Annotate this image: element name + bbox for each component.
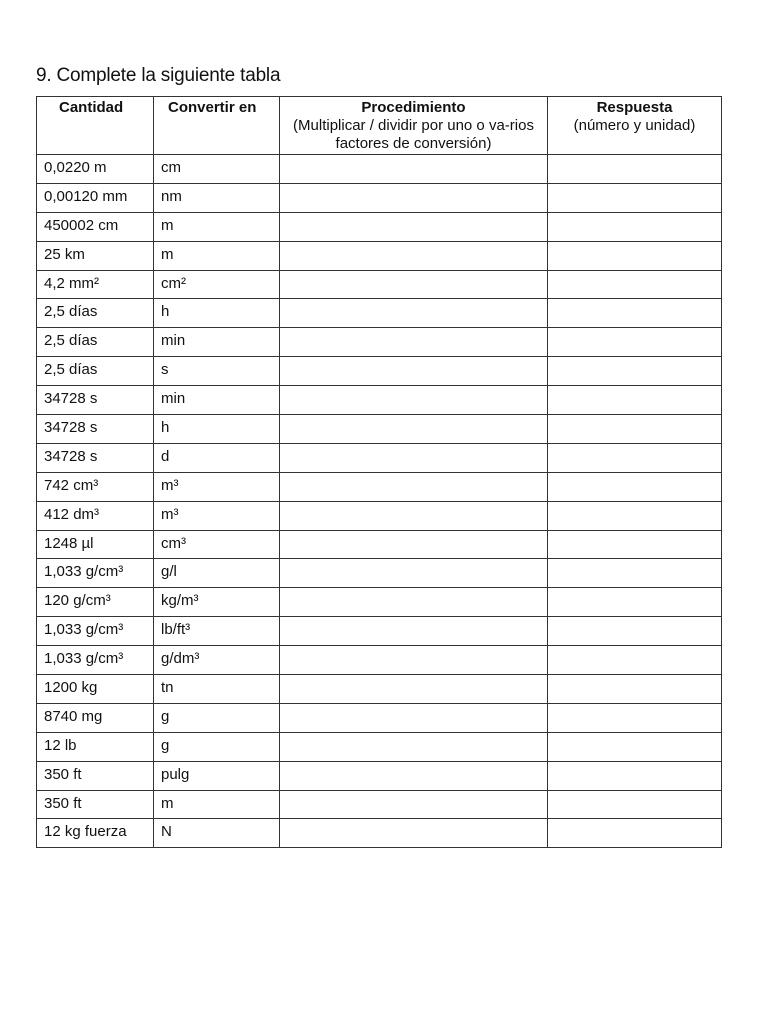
table-row [37,819,722,848]
cell-respuesta[interactable] [548,357,722,386]
cell-convertir: g [154,703,280,732]
cell-cantidad: 1,033 g/cm³ [37,559,154,588]
cell-cantidad: 4,2 mm² [37,270,154,299]
cell-convertir: min [154,386,280,415]
cell-cantidad: 742 cm³ [37,472,154,501]
cell-procedimiento[interactable] [280,212,548,241]
cell-procedimiento[interactable] [280,415,548,444]
cell-procedimiento[interactable] [280,675,548,704]
table-row [37,472,722,501]
cell-convertir: cm² [154,270,280,299]
cell-convertir: nm [154,183,280,212]
cell-procedimiento[interactable] [280,328,548,357]
cell-convertir: m³ [154,472,280,501]
cell-procedimiento[interactable] [280,241,548,270]
cell-respuesta[interactable] [548,443,722,472]
cell-convertir: cm³ [154,530,280,559]
header-respuesta-label: Respuesta [596,99,673,116]
cell-cantidad: 8740 mg [37,703,154,732]
cell-respuesta[interactable] [548,559,722,588]
cell-respuesta[interactable] [548,588,722,617]
cell-procedimiento[interactable] [280,617,548,646]
cell-cantidad: 450002 cm [37,212,154,241]
table-row [37,646,722,675]
cell-convertir: kg/m³ [154,588,280,617]
table-row [37,328,722,357]
cell-convertir: s [154,357,280,386]
cell-cantidad: 0,0220 m [37,155,154,184]
cell-procedimiento[interactable] [280,472,548,501]
cell-respuesta[interactable] [548,415,722,444]
table-row [37,212,722,241]
header-respuesta-sublabel: (número y unidad) [573,117,696,134]
cell-convertir: m [154,790,280,819]
cell-respuesta[interactable] [548,212,722,241]
header-convertir [154,97,280,155]
cell-cantidad: 34728 s [37,415,154,444]
cell-procedimiento[interactable] [280,732,548,761]
table-row [37,155,722,184]
table-row [37,443,722,472]
header-procedimiento-sublabel: (Multiplicar / dividir por uno o va-rios factores de conversión) [293,117,534,152]
cell-procedimiento[interactable] [280,299,548,328]
cell-convertir: min [154,328,280,357]
header-convertir-label: Convertir en [168,99,257,116]
cell-respuesta[interactable] [548,617,722,646]
cell-respuesta[interactable] [548,790,722,819]
header-cantidad [37,97,154,155]
cell-respuesta[interactable] [548,472,722,501]
cell-procedimiento[interactable] [280,588,548,617]
cell-convertir: g [154,732,280,761]
cell-cantidad: 34728 s [37,386,154,415]
cell-convertir: m³ [154,501,280,530]
cell-convertir: cm [154,155,280,184]
table-row [37,299,722,328]
cell-convertir: g/l [154,559,280,588]
cell-cantidad: 2,5 días [37,299,154,328]
cell-cantidad: 34728 s [37,443,154,472]
table-row [37,617,722,646]
cell-respuesta[interactable] [548,183,722,212]
cell-cantidad: 1248 µl [37,530,154,559]
cell-convertir: m [154,212,280,241]
table-row [37,790,722,819]
cell-respuesta[interactable] [548,530,722,559]
cell-cantidad: 350 ft [37,761,154,790]
table-body [37,155,722,848]
cell-convertir: d [154,443,280,472]
cell-cantidad: 2,5 días [37,357,154,386]
table-row [37,761,722,790]
table-row [37,415,722,444]
header-row [37,97,722,155]
table-row [37,241,722,270]
cell-convertir: m [154,241,280,270]
cell-cantidad: 1,033 g/cm³ [37,646,154,675]
table-row [37,675,722,704]
cell-respuesta[interactable] [548,819,722,848]
header-cantidad-label: Cantidad [59,99,124,116]
cell-respuesta[interactable] [548,675,722,704]
cell-respuesta[interactable] [548,270,722,299]
table-row [37,703,722,732]
cell-respuesta[interactable] [548,761,722,790]
cell-procedimiento[interactable] [280,530,548,559]
cell-procedimiento[interactable] [280,183,548,212]
header-procedimiento-label: Procedimiento [361,99,466,116]
table-row [37,588,722,617]
cell-convertir: h [154,299,280,328]
cell-cantidad: 1,033 g/cm³ [37,617,154,646]
header-respuesta [548,97,722,155]
cell-cantidad: 12 kg fuerza [37,819,154,848]
cell-respuesta[interactable] [548,241,722,270]
cell-cantidad: 350 ft [37,790,154,819]
cell-cantidad: 120 g/cm³ [37,588,154,617]
cell-cantidad: 2,5 días [37,328,154,357]
cell-procedimiento[interactable] [280,559,548,588]
table-row [37,270,722,299]
cell-procedimiento[interactable] [280,646,548,675]
cell-respuesta[interactable] [548,386,722,415]
cell-cantidad: 1200 kg [37,675,154,704]
cell-procedimiento[interactable] [280,443,548,472]
table-row [37,183,722,212]
cell-procedimiento[interactable] [280,790,548,819]
table-header [37,97,722,155]
cell-cantidad: 412 dm³ [37,501,154,530]
table-row [37,501,722,530]
cell-respuesta[interactable] [548,703,722,732]
table-row [37,530,722,559]
table-row [37,559,722,588]
cell-convertir: pulg [154,761,280,790]
table-row [37,732,722,761]
cell-procedimiento[interactable] [280,155,548,184]
cell-convertir: h [154,415,280,444]
conversion-table [36,96,722,848]
page-title: 9. Complete la siguiente tabla [36,65,281,86]
cell-respuesta[interactable] [548,299,722,328]
cell-procedimiento[interactable] [280,501,548,530]
cell-respuesta[interactable] [548,328,722,357]
table-row [37,386,722,415]
cell-respuesta[interactable] [548,155,722,184]
cell-cantidad: 25 km [37,241,154,270]
cell-convertir: N [154,819,280,848]
cell-procedimiento[interactable] [280,761,548,790]
cell-respuesta[interactable] [548,732,722,761]
cell-respuesta[interactable] [548,501,722,530]
cell-procedimiento[interactable] [280,386,548,415]
cell-procedimiento[interactable] [280,270,548,299]
cell-respuesta[interactable] [548,646,722,675]
cell-cantidad: 0,00120 mm [37,183,154,212]
cell-convertir: tn [154,675,280,704]
header-procedimiento [280,97,548,155]
cell-convertir: g/dm³ [154,646,280,675]
cell-procedimiento[interactable] [280,357,548,386]
cell-procedimiento[interactable] [280,819,548,848]
table-row [37,357,722,386]
cell-procedimiento[interactable] [280,703,548,732]
cell-convertir: lb/ft³ [154,617,280,646]
cell-cantidad: 12 lb [37,732,154,761]
